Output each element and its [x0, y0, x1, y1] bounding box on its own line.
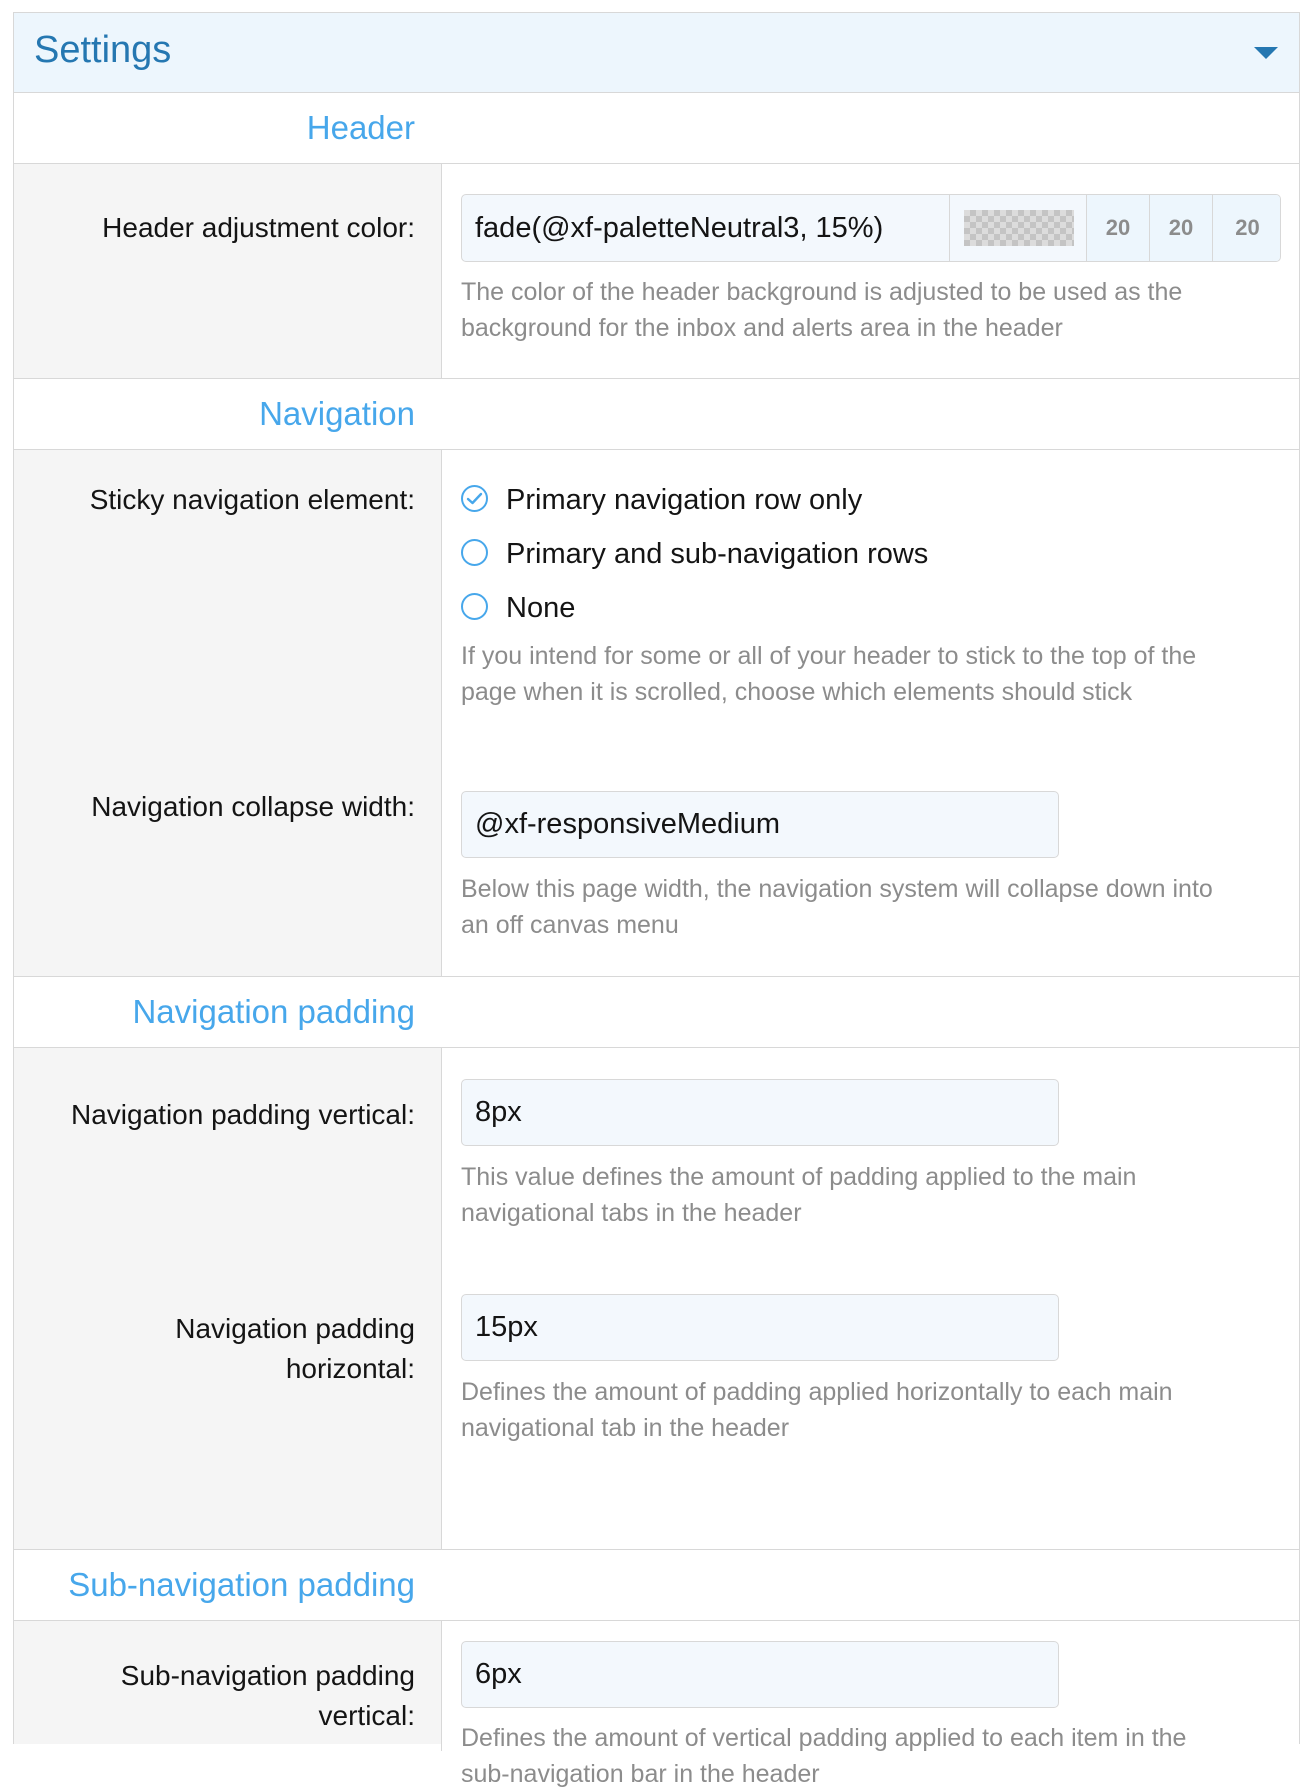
header-adjustment-color-hint: The color of the header background is adjusted to be used as the background for the inbox and alerts area in the header: [461, 278, 1183, 342]
color-green-value[interactable]: 20: [1149, 195, 1212, 261]
navigation-padding-vertical-hint: This value defines the amount of padding applied to the main navigational tabs in the header: [461, 1163, 1137, 1227]
color-red-value[interactable]: 20: [1086, 195, 1149, 261]
sticky-navigation-label: Sticky navigation element:: [89, 484, 415, 515]
sub-navigation-padding-vertical-label: Sub-navigation padding vertical:: [120, 1660, 415, 1731]
radio-label: Primary navigation row only: [506, 484, 863, 516]
navigation-padding-horizontal-hint: Defines the amount of padding applied horizontally to each main navigational tab in the header: [461, 1378, 1173, 1442]
sub-navigation-padding-vertical-hint: Defines the amount of vertical padding applied to each item in the sub-navigation bar in the header: [461, 1724, 1187, 1788]
section-navigation-padding: [14, 977, 1299, 1048]
row-sub-navigation-padding: [14, 1621, 1299, 1788]
radio-label: None: [506, 592, 576, 624]
row-navigation: [14, 450, 1299, 977]
panel-title: Settings: [34, 29, 172, 71]
section-sub-navigation-padding: [14, 1550, 1299, 1621]
section-title-sub-navigation-padding: Sub-navigation padding: [68, 1566, 415, 1603]
chevron-down-icon[interactable]: [1253, 46, 1279, 60]
navigation-collapse-width-hint: Below this page width, the navigation system will collapse down into an off canvas menu: [461, 875, 1213, 939]
header-adjustment-color-input[interactable]: [461, 194, 1281, 262]
navigation-collapse-width-label: Navigation collapse width:: [91, 791, 415, 822]
radio-checked: [461, 485, 488, 512]
color-blue-value[interactable]: 20: [1212, 195, 1281, 261]
sticky-navigation-hint: If you intend for some or all of your header to stick to the top of the page when it is scrolled, choose which elements should stick: [461, 642, 1197, 706]
section-navigation: [14, 379, 1299, 450]
navigation-padding-vertical-label: Navigation padding vertical:: [71, 1099, 415, 1130]
row-navigation-padding: [14, 1048, 1299, 1550]
row-header-adjustment-color: [14, 164, 1299, 379]
sub-navigation-padding-vertical-input[interactable]: 6px: [461, 1641, 1059, 1708]
navigation-collapse-width-input[interactable]: @xf-responsiveMedium: [461, 791, 1059, 858]
navigation-padding-horizontal-label: Navigation padding horizontal:: [175, 1313, 415, 1384]
section-title-navigation: Navigation: [259, 395, 415, 432]
settings-panel: [13, 12, 1300, 1788]
color-swatch-button[interactable]: [949, 195, 1086, 261]
panel-header: [14, 13, 1299, 93]
section-title-navigation-padding: Navigation padding: [132, 993, 415, 1030]
header-adjustment-color-label: Header adjustment color:: [102, 212, 415, 243]
section-header: [14, 93, 1299, 164]
check-icon: [466, 491, 483, 506]
radio-unchecked: [461, 593, 488, 620]
section-title-header: Header: [306, 109, 415, 146]
radio-unchecked: [461, 539, 488, 566]
radio-label: Primary and sub-navigation rows: [506, 538, 929, 570]
color-swatch: [964, 210, 1074, 246]
navigation-padding-horizontal-input[interactable]: 15px: [461, 1294, 1059, 1361]
color-value-text: fade(@xf-paletteNeutral3, 15%): [475, 212, 884, 244]
navigation-padding-vertical-input[interactable]: 8px: [461, 1079, 1059, 1146]
